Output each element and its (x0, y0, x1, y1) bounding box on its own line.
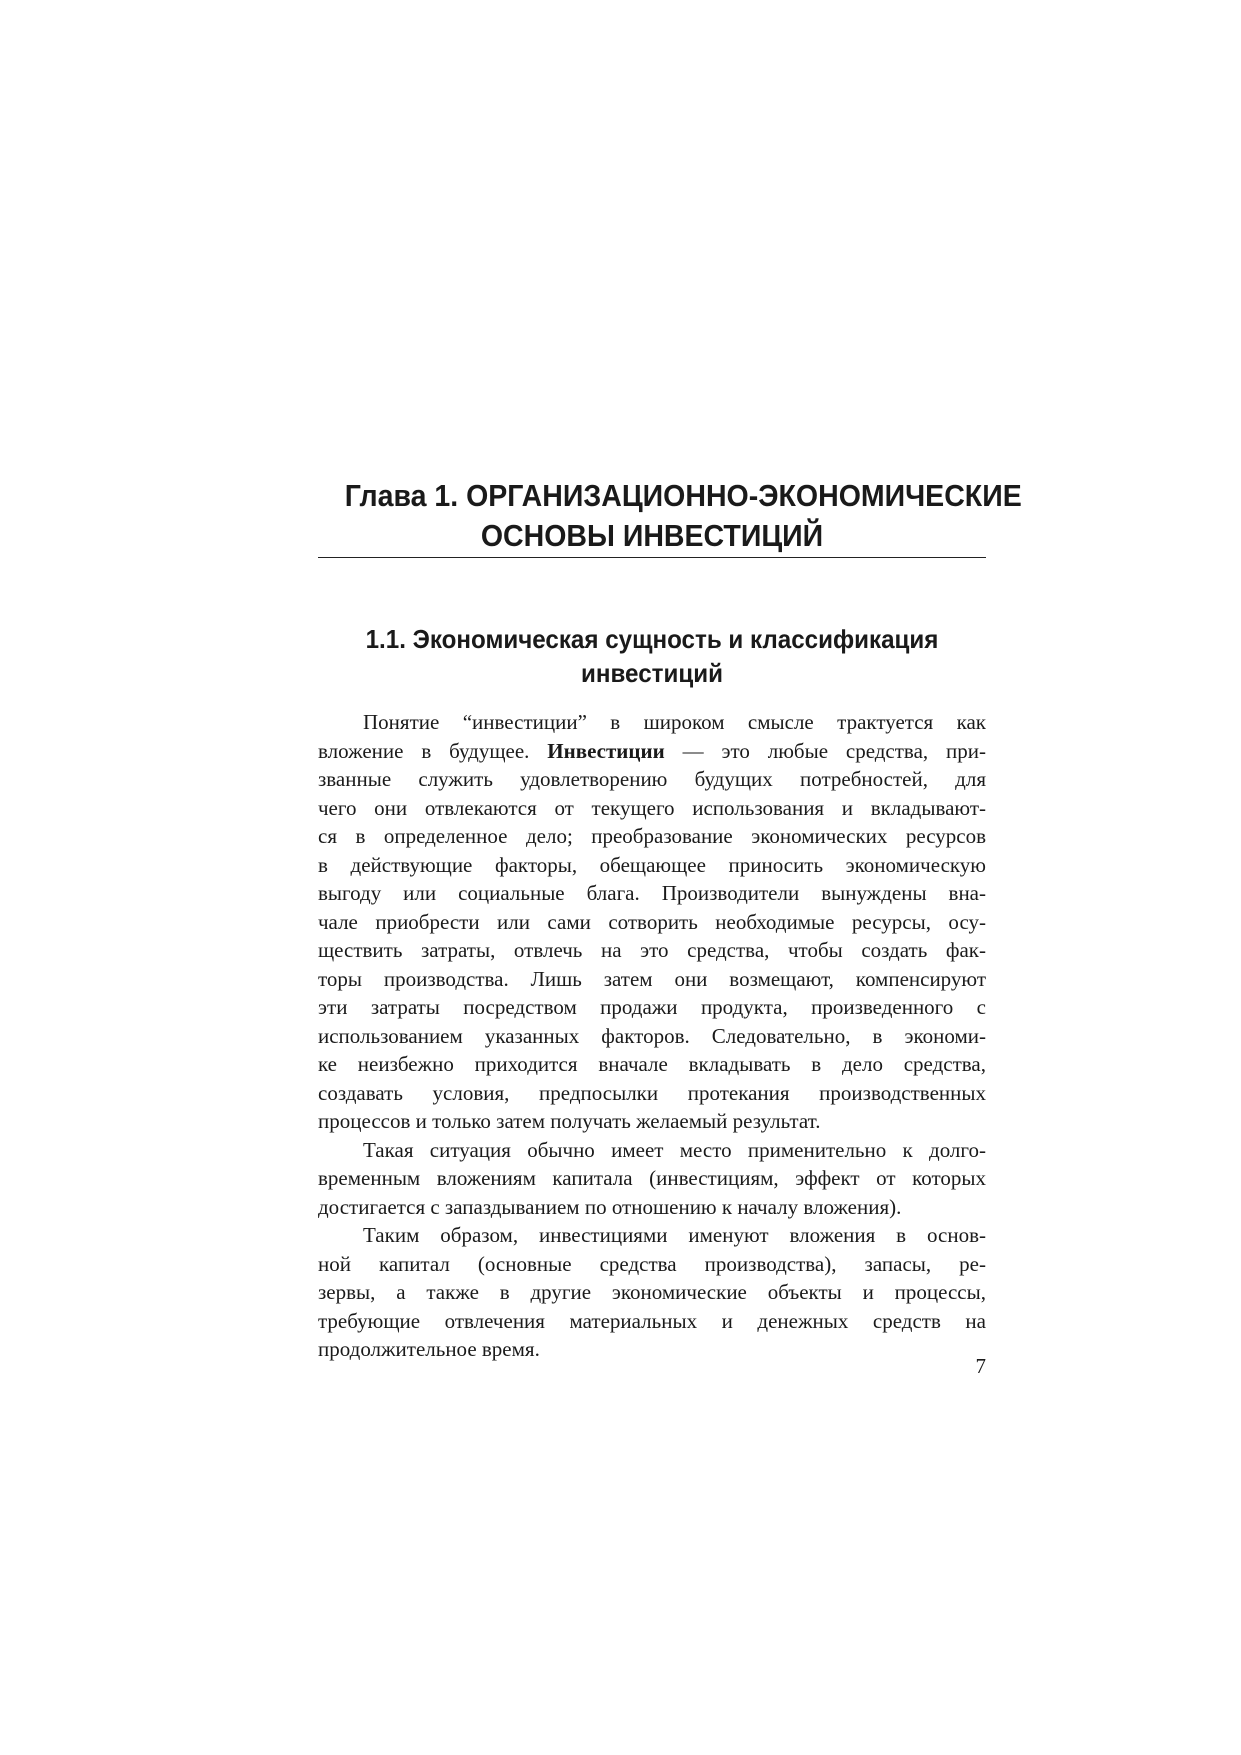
text-line: в действующие факторы, обещающее приносить экономическую (318, 852, 986, 877)
text-line: торы производства. Лишь затем они возмещают, компенсируют (318, 966, 986, 991)
text-line: выгоду или социальные блага. Производители вынуждены вна- (318, 881, 986, 905)
section-title (341, 622, 962, 690)
paragraph-2 (318, 1136, 986, 1222)
page-number: 7 (975, 1354, 986, 1378)
paragraph-1 (318, 708, 986, 1136)
text-line: создавать условия, предпосылки протекания производственных (318, 1080, 986, 1105)
paragraph-3 (318, 1221, 986, 1364)
text-line: ной капитал (основные средства производства), запасы, ре- (318, 1251, 986, 1276)
text-line: процессов и только затем получать желаемый результат. (318, 1109, 821, 1133)
chapter-divider (318, 557, 986, 558)
section-title-line-1: 1.1. Экономическая сущность и классификация (365, 624, 939, 654)
text-line: ке неизбежно приходится вначале вкладывать в дело средства, (318, 1052, 986, 1076)
text-line: ся в определенное дело; преобразование экономических ресурсов (318, 824, 986, 848)
text-line: требующие отвлечения материальных и денежных средств на (318, 1308, 986, 1333)
text-line (318, 737, 986, 766)
defined-term: Инвестиции (547, 738, 665, 763)
text-line: званные служить удовлетворению будущих потребностей, для (318, 767, 986, 791)
text-fragment: — это любые средства, при- (664, 738, 986, 763)
chapter-title-line-1: Глава 1. ОРГАНИЗАЦИОННО-ЭКОНОМИЧЕСКИЕ (344, 478, 1022, 513)
text-line: зервы, а также в другие экономические объекты и процессы, (318, 1280, 986, 1304)
chapter-title-line-2: ОСНОВЫ ИНВЕСТИЦИЙ (480, 518, 824, 553)
text-line: ществить затраты, отвлечь на это средства, чтобы создать фак- (318, 938, 986, 962)
text-line: достигается с запаздыванием по отношению к началу вложения). (318, 1194, 902, 1219)
text-line: временным вложениям капитала (инвестициям, эффект от которых (318, 1166, 986, 1190)
text-line: Такая ситуация обычно имеет место применительно к долго- (363, 1137, 986, 1162)
text-line: эти затраты посредством продажи продукта, произведенного с (318, 995, 986, 1019)
text-line: использованием указанных факторов. Следовательно, в экономи- (318, 1023, 986, 1048)
chapter-title (344, 476, 1022, 556)
body-text (318, 708, 986, 1364)
text-line: чего они отвлекаются от текущего использования и вкладывают- (318, 795, 986, 820)
text-line: чале приобрести или сами сотворить необходимые ресурсы, осу- (318, 909, 986, 934)
section-title-line-2: инвестиций (581, 658, 723, 688)
text-line: Понятие “инвестиции” в широком смысле трактуется как (363, 710, 986, 734)
text-line: продолжительное время. (318, 1337, 540, 1361)
text-line: Таким образом, инвестициями именуют вложения в основ- (363, 1223, 986, 1247)
text-fragment: вложение в будущее. (318, 738, 548, 763)
